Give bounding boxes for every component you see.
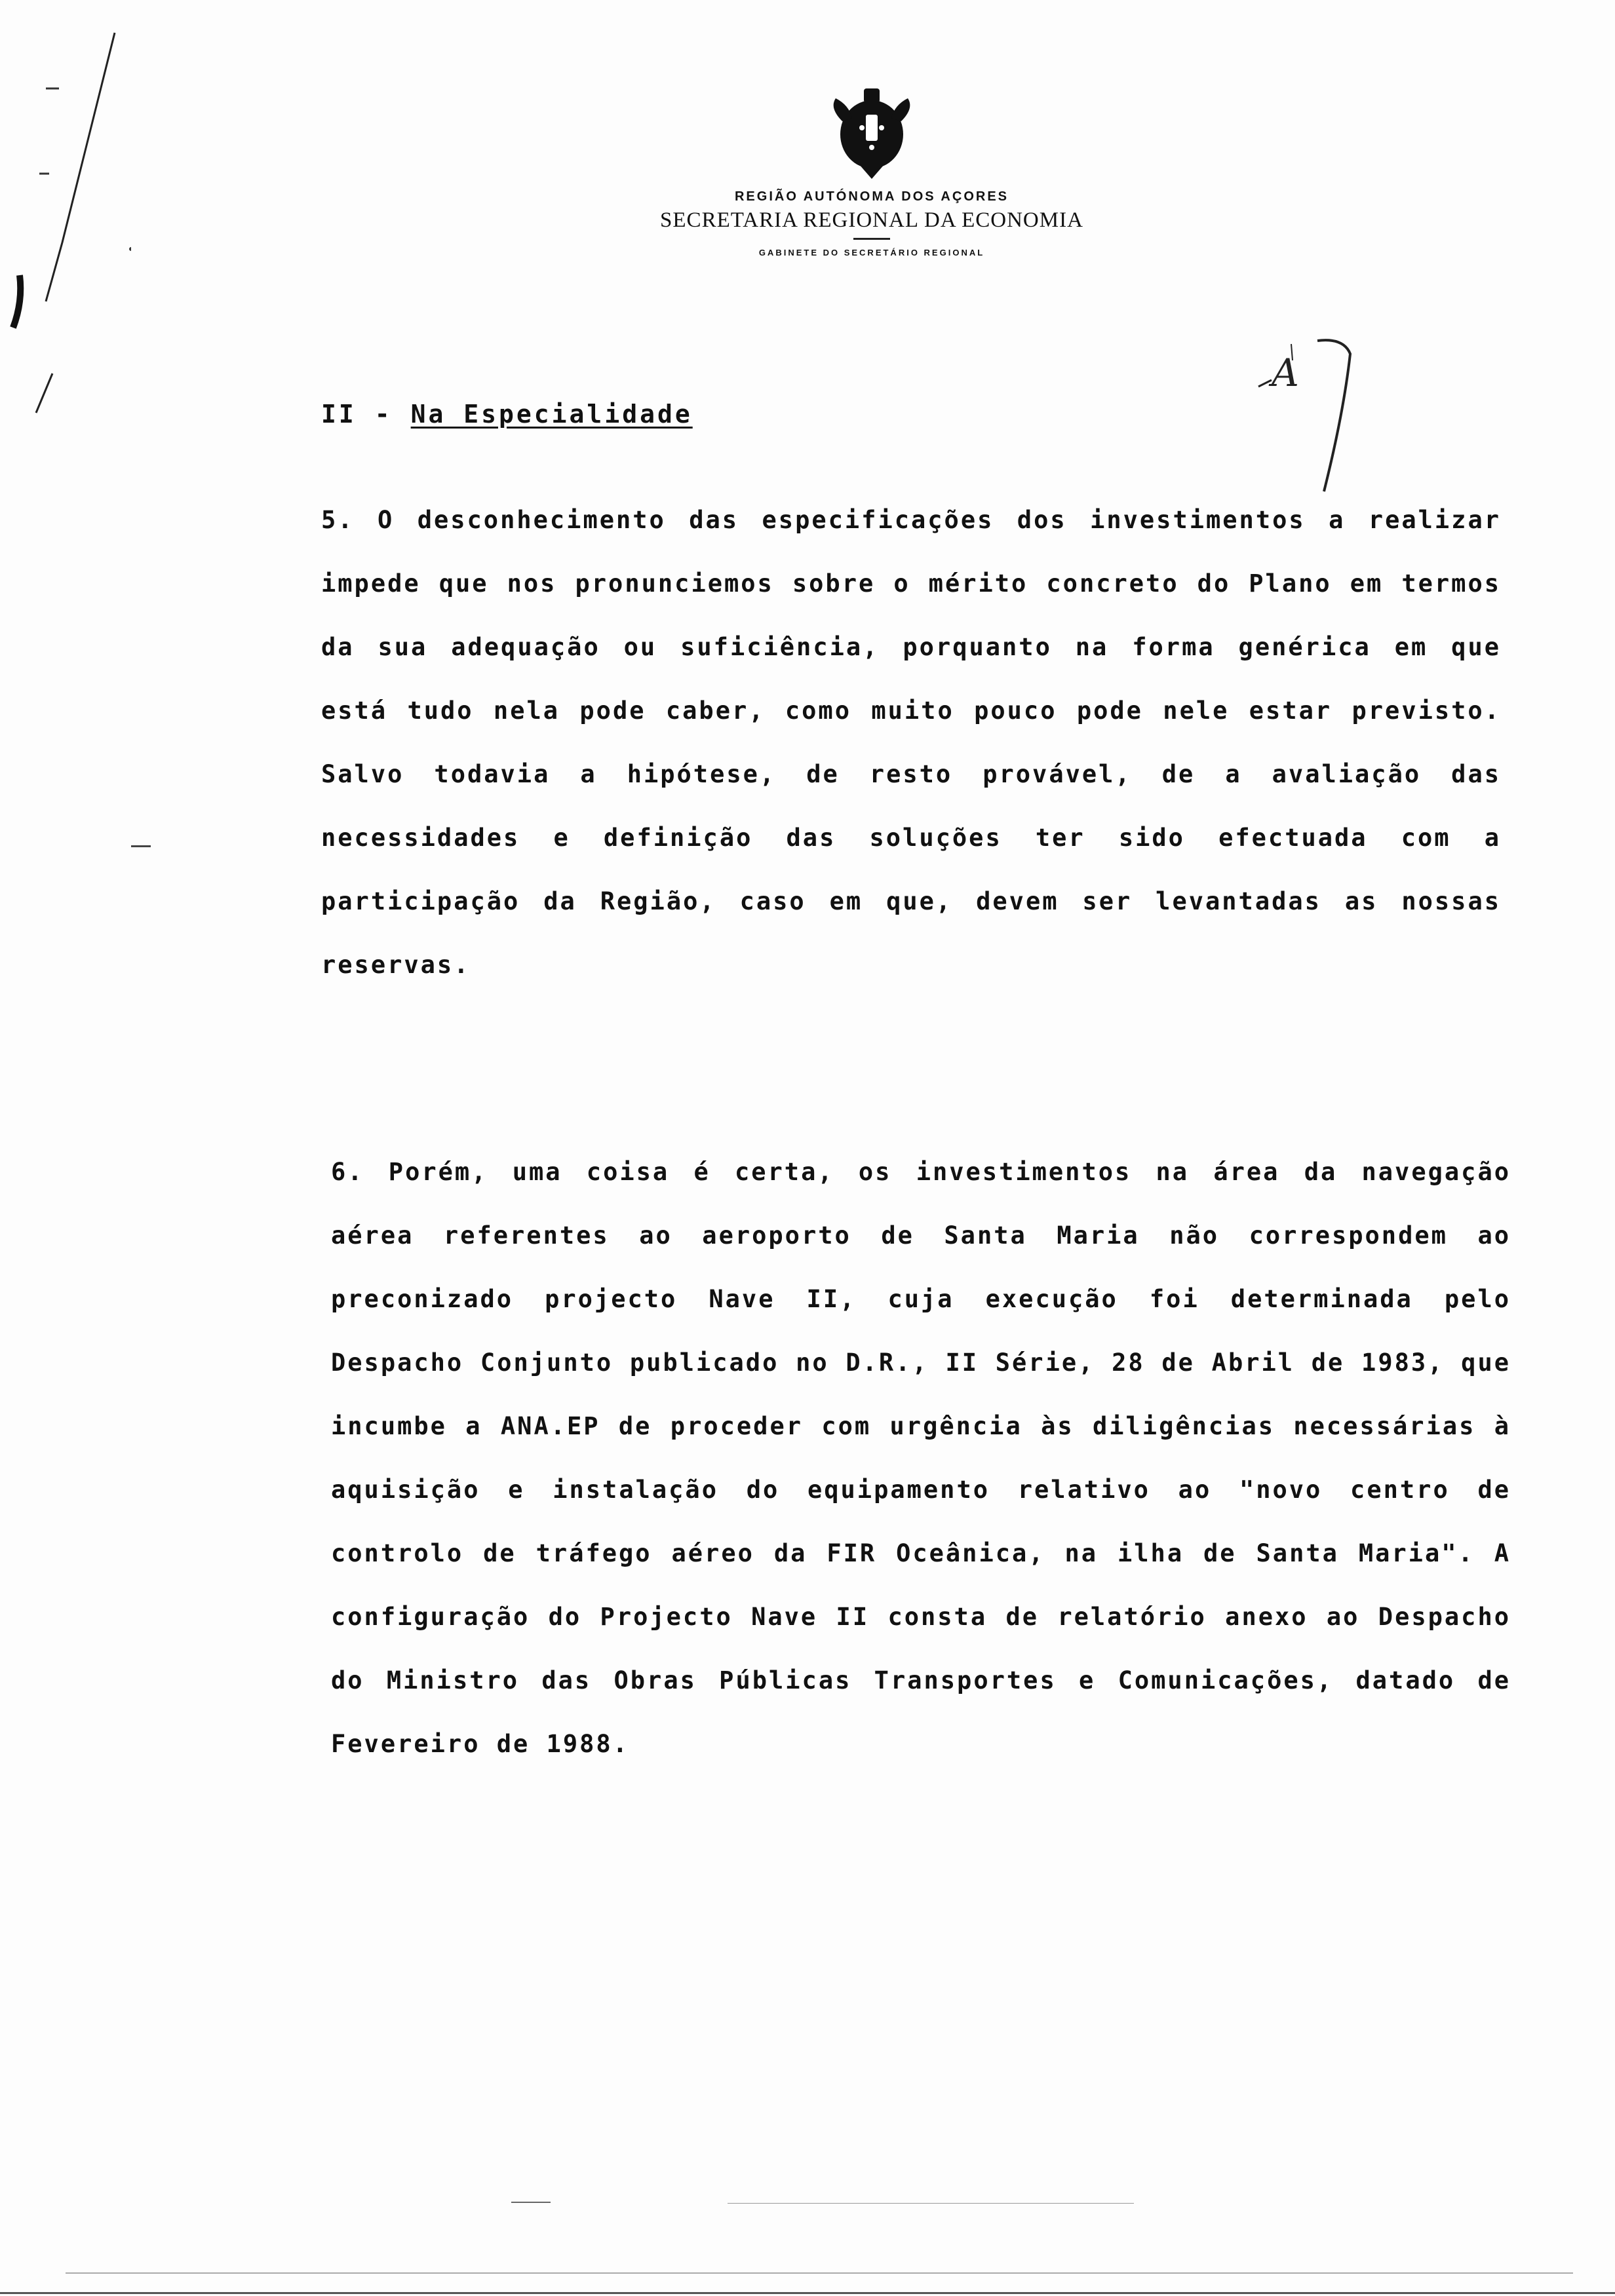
section-dash: - (374, 400, 393, 429)
letterhead-region: REGIÃO AUTÓNOMA DOS AÇORES (734, 189, 1009, 204)
paragraph-6-text: 6. Porém, uma coisa é certa, os investimentos na área da navegação aérea referentes ao aeroporto de Santa Maria não correspondem ao preconizado projecto Nave II, cuja execução foi determinada pelo Despacho Conjunto publicado no D.R., II Série, 28 de Abril de 1983, que incumbe a ANA.EP de proceder com urgência às diligências necessárias à aquisição e instalação do equipamento relativo ao "novo centro de controlo de tráfego aéreo da FIR Oceânica, na ilha de Santa Maria". A configuração do Projecto Nave II consta de relatório anexo ao Despacho do Ministro das Obras Públicas Transportes e Comunicações, datado de Fevereiro de 1988. (331, 1158, 1511, 1758)
handwritten-mark-letter: A (1272, 351, 1299, 395)
letterhead-gabinete: GABINETE DO SECRETÁRIO REGIONAL (758, 248, 985, 258)
section-heading (321, 400, 693, 429)
handwritten-page-mark (1245, 334, 1376, 505)
letterhead-divider (853, 238, 890, 240)
scan-artifact-line (0, 2292, 1615, 2294)
coat-of-arms-icon (823, 82, 921, 180)
scan-artifact-line (66, 2272, 1573, 2274)
paragraph-5 (321, 488, 1501, 997)
handwritten-stroke-icon (1245, 334, 1376, 505)
section-number: II (321, 400, 357, 429)
scan-artifact-line (511, 2202, 551, 2203)
margin-pen-stroke-icon (0, 26, 131, 419)
scan-artifact-mark (131, 845, 151, 847)
section-title: Na Especialidade (410, 400, 693, 429)
paragraph-6 (331, 1140, 1511, 1776)
paragraph-5-text: 5. O desconhecimento das especificações dos investimentos a realizar impede que nos pronunciemos sobre o mérito concreto do Plano em termos da sua adequação ou suficiência, porquanto na forma genérica em que está tudo nela pode caber, como muito pouco pode nele estar previsto. Salvo todavia a hipótese, de resto provável, de a avaliação das necessidades e definição das soluções ter sido efectuada com a participação da Região, caso em que, devem ser levantadas as nossas reservas. (321, 506, 1501, 979)
scan-artifact-line (728, 2203, 1134, 2204)
letterhead-secretaria: SECRETARIA REGIONAL DA ECONOMIA (660, 208, 1083, 232)
letterhead (577, 82, 1167, 258)
